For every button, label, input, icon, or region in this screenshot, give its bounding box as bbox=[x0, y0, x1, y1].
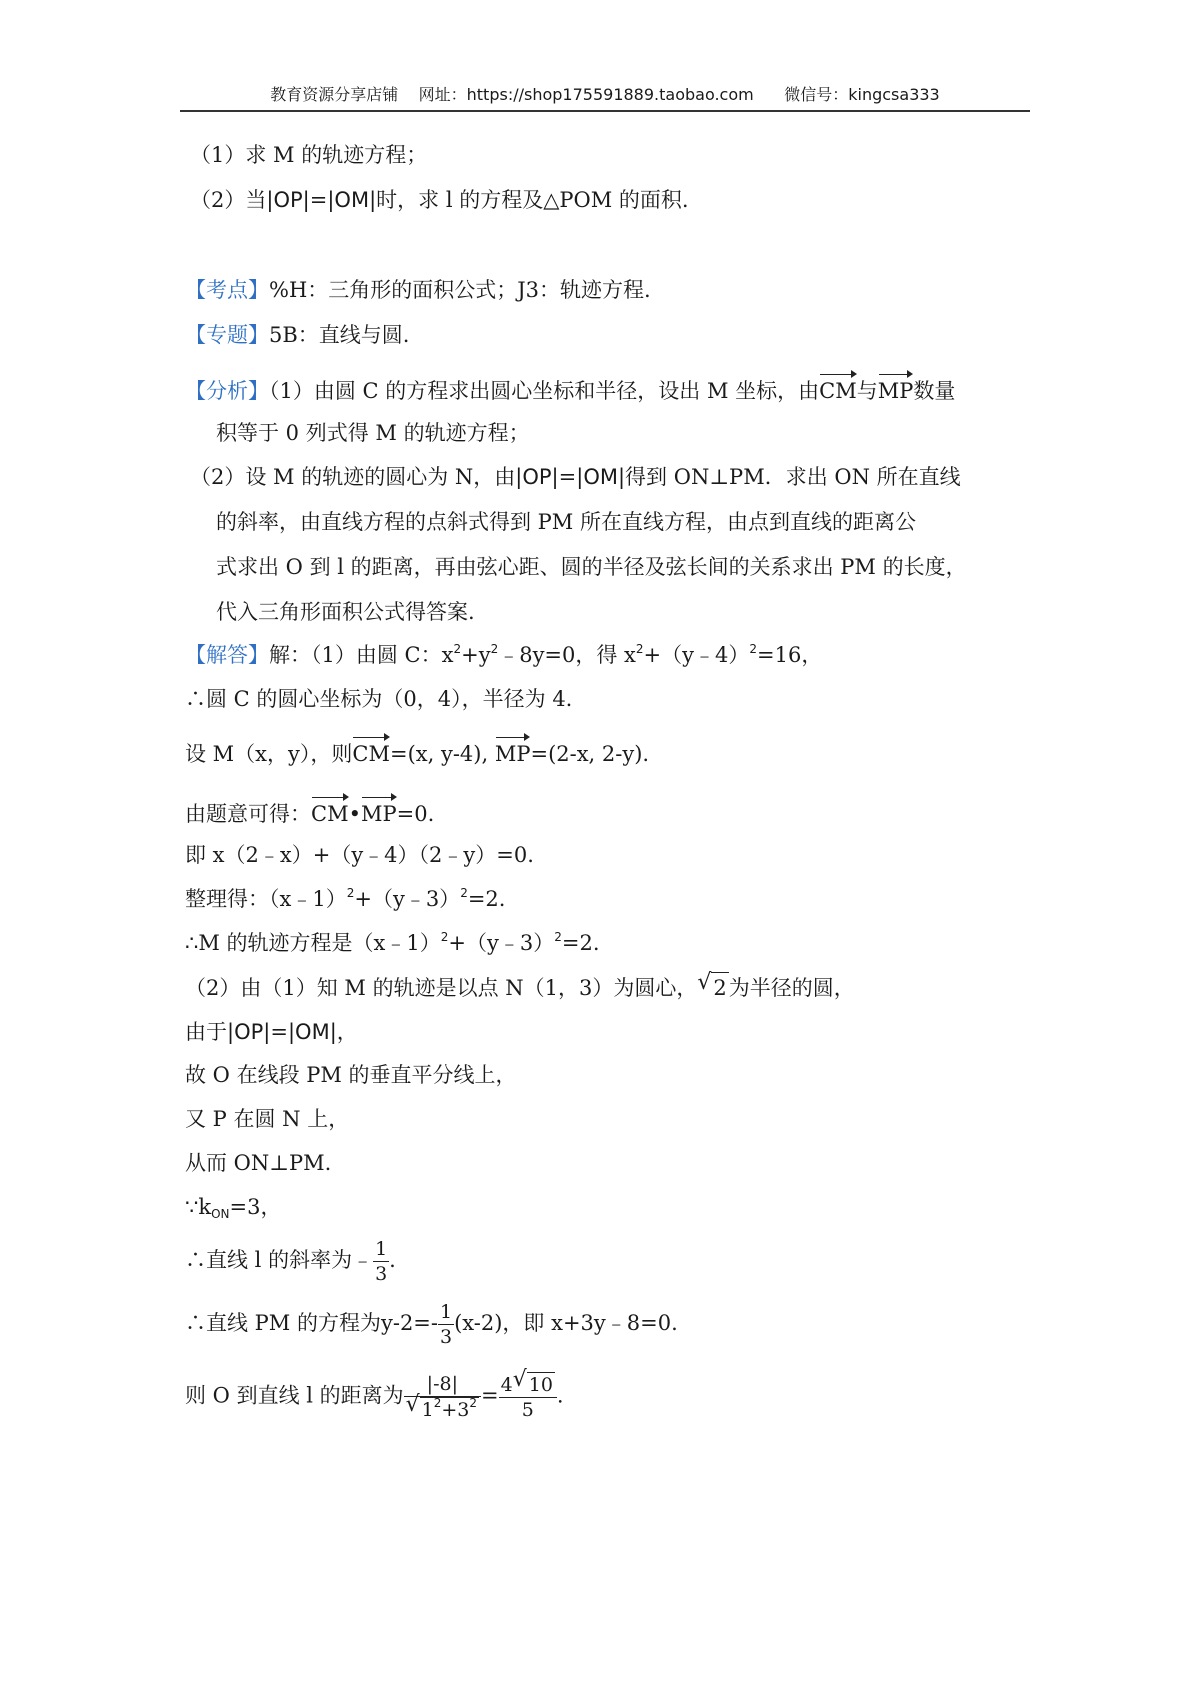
fenxi-line-3: （2）设 M 的轨迹的圆心为 N，由|OP|=|OM|得到 ON⊥PM．求出 ON 所在直线 bbox=[190, 465, 961, 489]
jieda-line-2: ∴圆 C 的圆心坐标为（0，4），半径为 4. bbox=[185, 687, 573, 711]
jieda-line-10: 故 O 在线段 PM 的垂直平分线上， bbox=[185, 1063, 517, 1087]
jieda-line-15: ∴直线 PM 的方程为y-2=- $\frac{1}{3}$ (x-2)，即 x+3y﹣8=0. bbox=[185, 1301, 678, 1348]
fenxi-line-5: 式求出 O 到 l 的距离，再由弦心距、圆的半径及弦长间的关系求出 PM 的长度， bbox=[216, 555, 967, 579]
shop-name: 教育资源分享店铺 bbox=[270, 85, 399, 104]
zhuanti-tag: 【专题】 bbox=[185, 323, 269, 347]
url-label: 网址： bbox=[418, 85, 467, 104]
jieda-line-4: 由题意可得：CM•MP=0. bbox=[185, 793, 434, 829]
distance-result-fraction: $\frac{4√ 10}{5}$ bbox=[499, 1372, 557, 1422]
fenxi-line-6: 代入三角形面积公式得答案. bbox=[216, 600, 475, 624]
kaodian-text: %H：三角形的面积公式；J3：轨迹方程. bbox=[269, 278, 651, 302]
sqrt-10: √ 10 bbox=[513, 1372, 555, 1397]
question-1: （1）求 M 的轨迹方程； bbox=[190, 143, 428, 167]
jieda-line-9: 由于|OP|=|OM|， bbox=[185, 1020, 358, 1044]
vector-cm: CM bbox=[819, 370, 857, 406]
jieda-line-13: $\because k_{ON}=3$， bbox=[185, 1195, 282, 1221]
jieda-line-1: 【解答】解：（1）由圆 C：$x^2+y^2﹣8y=0$，得 $x^2+(y﹣4)^2=16$， bbox=[185, 642, 823, 667]
jieda-line-7: ∴M 的轨迹方程是（x﹣1）$^2$+（y﹣3）$^2$=2. bbox=[185, 930, 600, 955]
vector-mp: MP bbox=[495, 733, 531, 769]
jieda-line-11: 又 P 在圆 N 上， bbox=[185, 1107, 350, 1131]
vector-cm: CM bbox=[352, 733, 390, 769]
vector-mp: MP bbox=[361, 793, 397, 829]
jieda-line-14: ∴直线 l 的斜率为﹣ $\frac{1}{3}$ . bbox=[185, 1238, 396, 1285]
zhuanti-line bbox=[185, 320, 409, 350]
jieda-line-6: 整理得：（x﹣1）$^2$+（y﹣3）$^2$=2. bbox=[185, 886, 506, 911]
fraction-one-third: $\frac{1}{3}$ bbox=[440, 1301, 453, 1348]
jieda-line-3: 设 M（x，y），则CM=(x, y-4), MP=(2-x, 2-y). bbox=[185, 733, 649, 769]
wechat-label: 微信号： bbox=[784, 85, 849, 104]
wechat-id: kingcsa333 bbox=[848, 85, 940, 104]
fenxi-line-4: 的斜率，由直线方程的点斜式得到 PM 所在直线方程，由点到直线的距离公 bbox=[216, 510, 916, 534]
fraction-one-third: $\frac{1}{3}$ bbox=[375, 1238, 388, 1285]
header-divider bbox=[180, 110, 1030, 112]
kaodian-tag: 【考点】 bbox=[185, 278, 269, 302]
sqrt-denominator: √ $1^2+3^2$ bbox=[406, 1397, 479, 1422]
fenxi-line-1: 【分析】（1）由圆 C 的方程求出圆心坐标和半径，设出 M 坐标，由CM与MP数量 bbox=[185, 370, 955, 406]
question-2: （2）当|OP|=|OM|时，求 l 的方程及△POM 的面积. bbox=[190, 188, 689, 212]
vector-cm: CM bbox=[311, 793, 349, 829]
zhuanti-text: 5B：直线与圆. bbox=[269, 323, 410, 347]
jieda-line-12: 从而 ON⊥PM. bbox=[185, 1151, 332, 1175]
jieda-line-16: 则 O 到直线 l 的距离为 |-8| √ $1^2+3^2$ = $\frac{4√ 10}{5}$ . bbox=[185, 1372, 564, 1422]
jieda-line-5: 即 x（2﹣x）+（y﹣4）（2﹣y）=0. bbox=[185, 843, 534, 867]
kaodian-line bbox=[185, 275, 651, 305]
vector-mp: MP bbox=[878, 370, 914, 406]
sqrt-2: √ 2 bbox=[697, 972, 728, 1003]
distance-fraction: |-8| √ $1^2+3^2$ bbox=[404, 1372, 481, 1422]
jieda-tag: 【解答】 bbox=[185, 643, 269, 667]
jieda-line-8: （2）由（1）知 M 的轨迹是以点 N（1，3）为圆心，√ 2为半径的圆， bbox=[185, 972, 855, 1003]
fenxi-line-2: 积等于 0 列式得 M 的轨迹方程； bbox=[216, 421, 530, 445]
fenxi-tag: 【分析】 bbox=[185, 379, 269, 403]
shop-url[interactable]: https://shop175591889.taobao.com bbox=[466, 85, 754, 104]
page-header bbox=[180, 82, 1030, 105]
